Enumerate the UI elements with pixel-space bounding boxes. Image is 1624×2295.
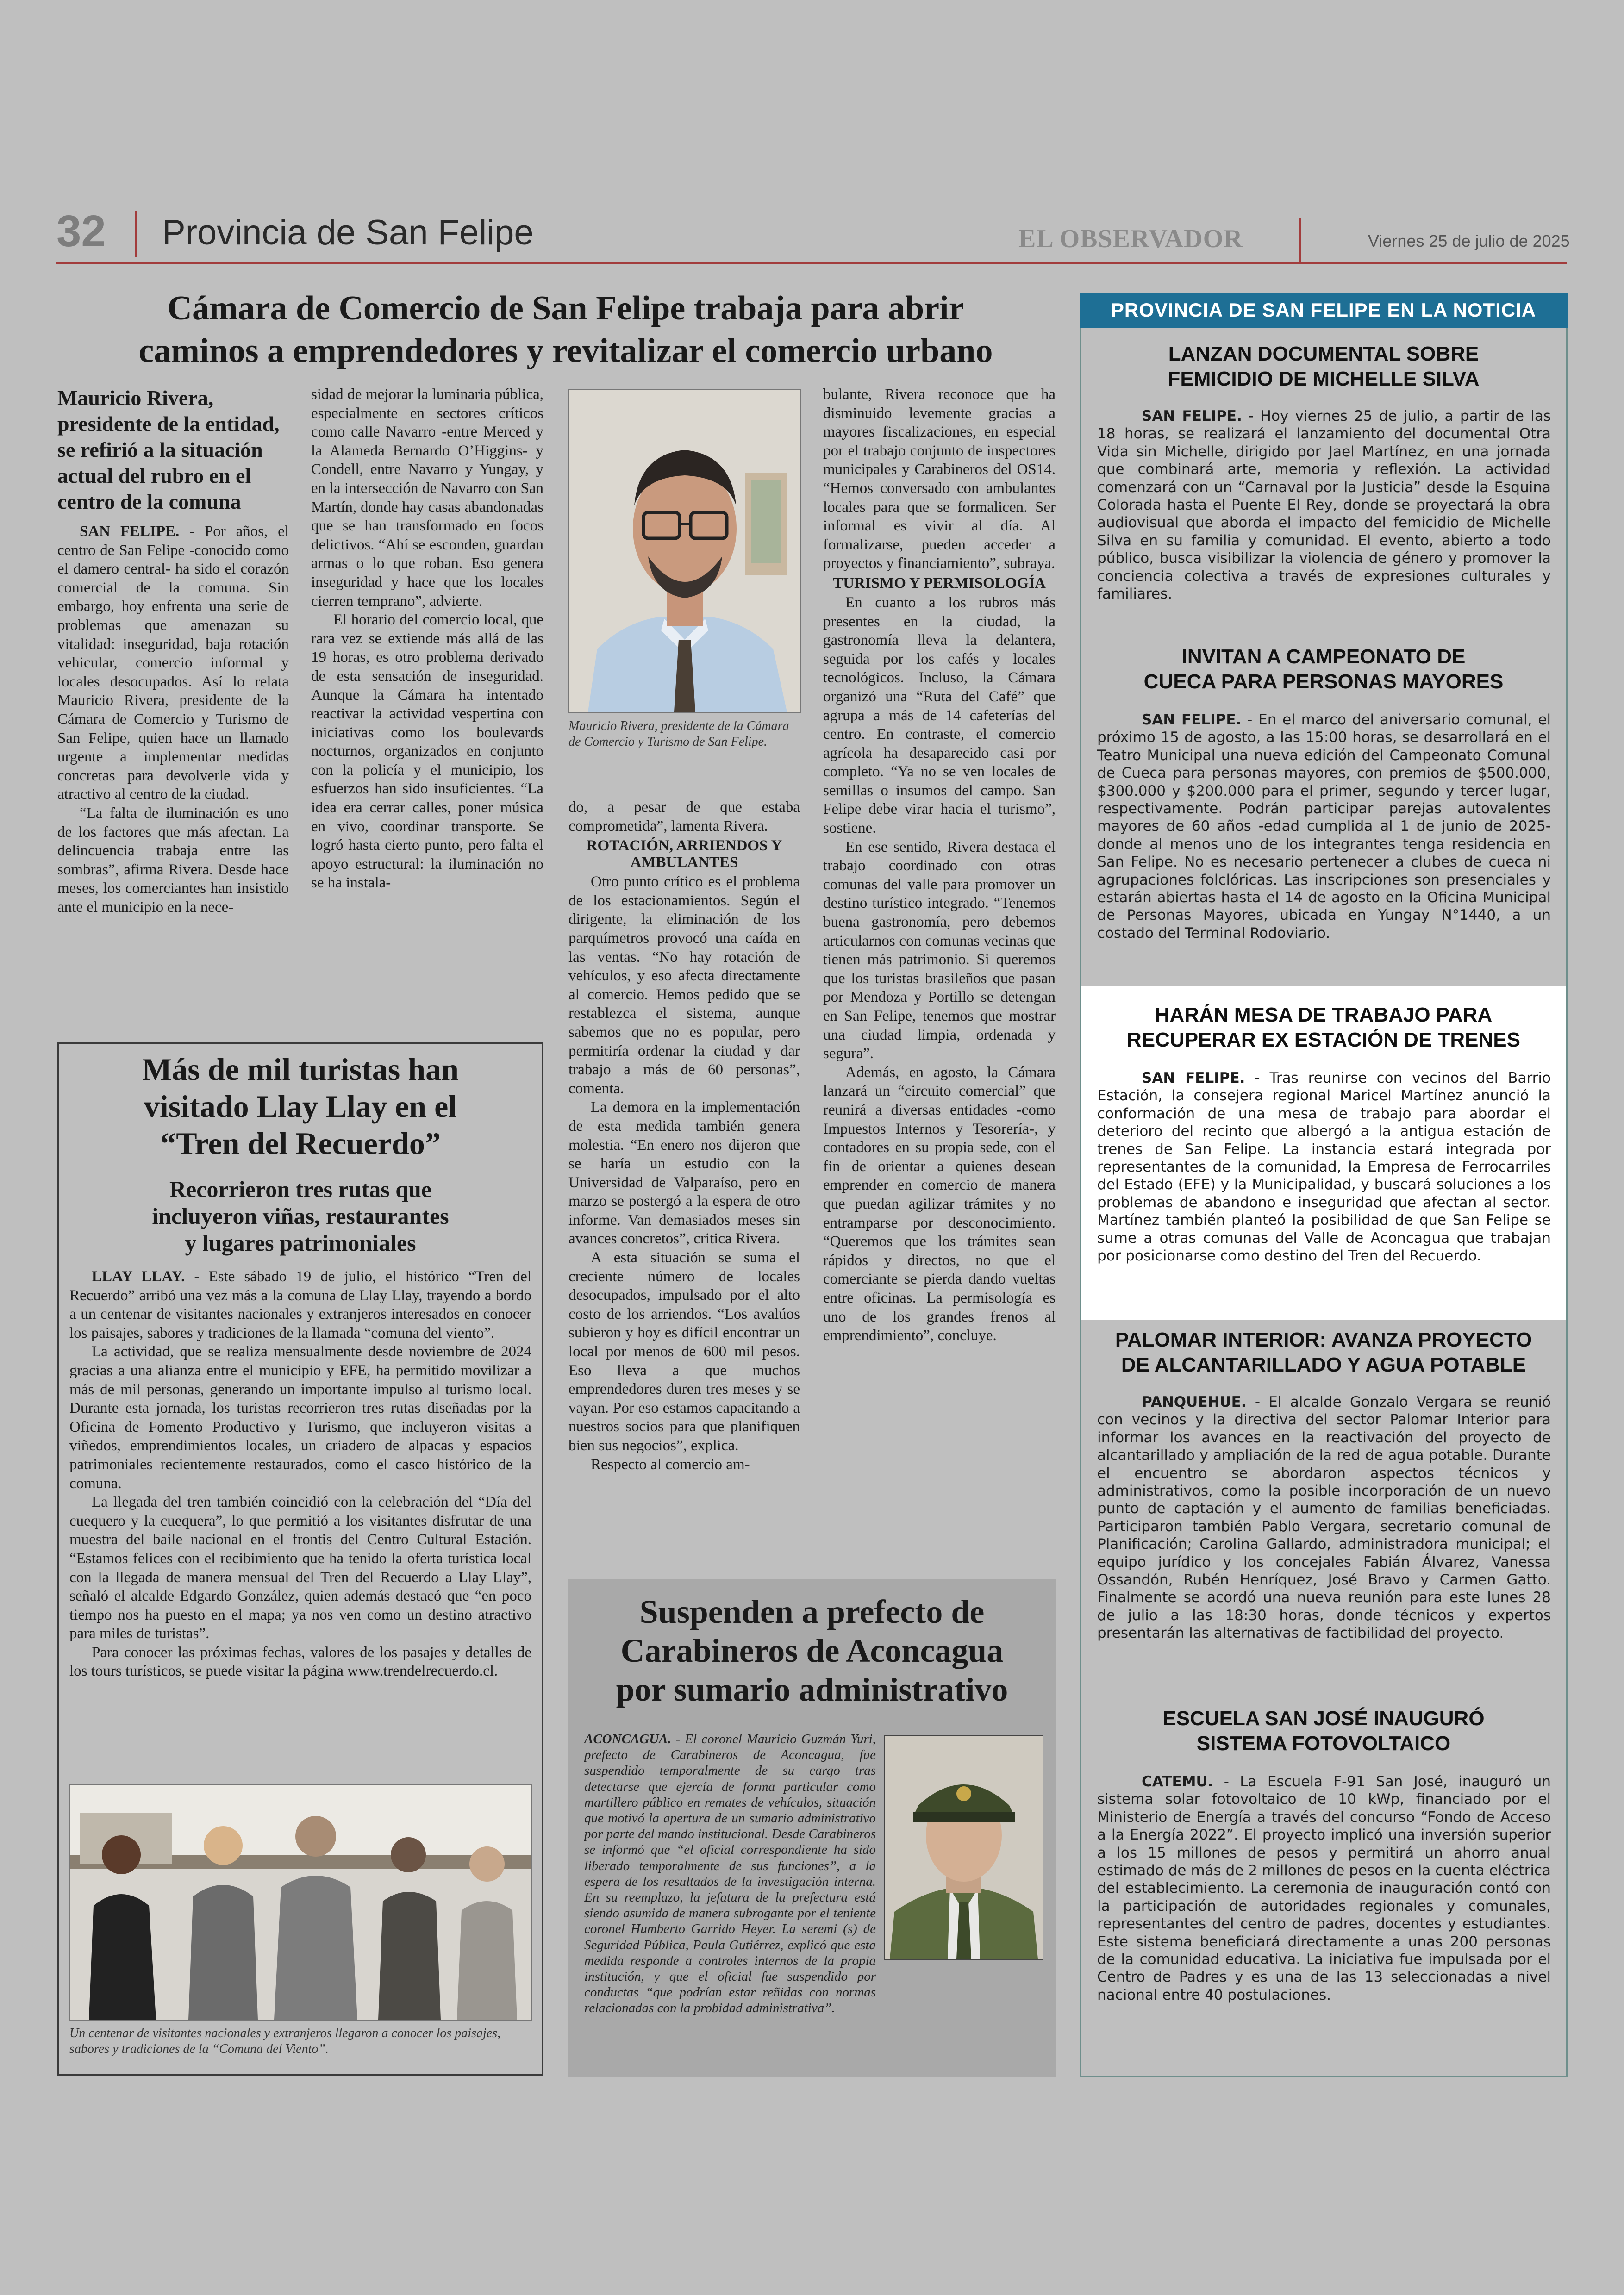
llay-headline-line2: visitado Llay Llay en el bbox=[144, 1089, 457, 1124]
main-article-paragraph: bulante, Rivera reconoce que ha disminuido levemente gracias a mayores fiscalizaciones, en especial por el trabajo conjunto de inspectores municipales y Carabineros del OS14. “Hemos conversado con ambulantes locales para que se formalicen. Ser informal es vivir al día. Al formalizarse, pueden acceder a proyectos y financiamiento”, subraya. bbox=[823, 386, 1056, 572]
llay-sub-line1: Recorrieron tres rutas que bbox=[169, 1176, 432, 1202]
tourists-crowd-illustration bbox=[70, 1785, 531, 2020]
llay-llay-subheadline bbox=[65, 1176, 536, 1256]
llay-llay-body bbox=[69, 1267, 531, 1777]
main-article-column-2 bbox=[311, 385, 543, 1033]
carabineros-headline bbox=[574, 1592, 1050, 1709]
subhead-rotacion: ROTACIÓN, ARRIENDOS Y AMBULANTES bbox=[586, 837, 782, 871]
section-title: Provincia de San Felipe bbox=[162, 213, 534, 252]
rivera-photo-caption: Mauricio Rivera, presidente de la Cámara de Comercio y Turismo de San Felipe. bbox=[568, 719, 789, 749]
prefect-photo bbox=[884, 1735, 1043, 1960]
news-item-body bbox=[1097, 1773, 1551, 2004]
news-item-dateline: SAN FELIPE. bbox=[1142, 408, 1242, 424]
news-item-text: - Tras reunirse con vecinos del Barrio Estación, la consejera regional Maricel Martínez anunció la conformación de una mesa de trabajo para abordar el deterioro del recinto que albergó a la antigua estación de trenes de San Felipe. La instancia estará integrada por representantes de la comunidad, la Empresa de Ferrocarriles del Estado (EFE) y la Municipalidad, y buscará soluciones a los problemas de abandono e inseguridad que afectan al sector. Martínez también planteó la posibilidad de que San Felipe se sume a otras comunas del Valle de Aconcagua que trabajan por posicionarse como destino del Tren del Recuerdo. bbox=[1097, 1070, 1551, 1265]
main-article-dateline: SAN FELIPE. bbox=[80, 523, 180, 540]
news-item-text: - El alcalde Gonzalo Vergara se reunió con vecinos y la directiva del sector Palomar Interior para informar los avances en la reactivación del proyecto de alcantarillado y ampliación de la red de agua potable. Durante el encuentro se abordaron aspectos técnicos y administrativos, como la posible incorporación de un nuevo punto de captación y el aumento de familias beneficiadas. Participaron también Pablo Vergara, secretario comunal de Planificación; Carolina Gallardo, administradora municipal; el equipo jurídico y los concejales Fabián Álvarez, Vanessa Ossandón, Rubén Henríquez, José Bravo y Carmen Gatto. Finalmente se acordó una nueva reunión para este lunes 28 de julio a las 18:30 horas, donde técnicos y expertos presentarán las alternativas de factibilidad del proyecto. bbox=[1097, 1394, 1551, 1642]
news-item-title-line1: HARÁN MESA DE TRABAJO PARA bbox=[1155, 1004, 1493, 1026]
llay-llay-tourists-photo bbox=[69, 1784, 532, 2021]
main-article-paragraph: Otro punto crítico es el problema de los estacionamientos. Según el dirigente, la eliminación de los parquímetros provocó una caída en las ventas. “No hay rotación de vehículos, y eso afecta directamente al comercio. Hemos pedido que se restablezca el sistema, aunque sabemos que no es popular, pero permitiría ordenar la ciudad y dar trabajo a más de 60 personas”, comenta. bbox=[568, 873, 800, 1097]
main-article-column-1 bbox=[57, 385, 289, 1033]
issue-date: Viernes 25 de julio de 2025 bbox=[1368, 231, 1570, 250]
main-article-paragraph: Respecto al comercio am- bbox=[591, 1456, 750, 1473]
news-item-title-line2: RECUPERAR EX ESTACIÓN DE TRENES bbox=[1127, 1029, 1520, 1051]
main-article-paragraph: La demora en la implementación de esta medida también genera molestia. “En enero nos dijeron que se haría un estudio con la Universidad de Valparaíso, pero en marzo se postergó a la espera de otro informe. Van demasiados meses sin avances concretos”, critica Rivera. bbox=[568, 1099, 800, 1247]
news-item-text: - La Escuela F-91 San José, inauguró un sistema solar fotovoltaico de 10 kWp, financiado por el Ministerio de Energía a través del concurso “Fondo de Acceso a la Energía 2022”. El proyecto implicó una inversión superior a los 15 millones de pesos y permitirá un ahorro anual estimado de más de 2 millones de pesos en la cuenta eléctrica del establecimiento. La ceremonia de inauguración contó con la participación de autoridades regionales y comunales, representantes del centro de padres, docentes y estudiantes. Este sistema beneficiará directamente a unas 200 personas de la comunidad educativa. La iniciativa fue impulsada por el Centro de Padres y es una de las 13 seleccionadas a nivel nacional entre 40 postulaciones. bbox=[1097, 1773, 1551, 2003]
llay-paragraph: La llegada del tren también coincidió con la celebración del “Día del cuequero y la cuequera”, lo que permitió a los visitantes disfrutar de una muestra del baile nacional en el frontis del Centro Cultural Estación. “Estamos felices con el recibimiento que ha tenido la oferta turística local con la llegada de manera mensual del Tren del Recuerdo a Llay Llay”, señaló el alcalde Edgardo González, quien además destacó que “en poco tiempo nos ha puesto en el mapa; ya nos ven como un destino atractivo para miles de turistas”. bbox=[69, 1494, 531, 1642]
news-item-title-line2: FEMICIDIO DE MICHELLE SILVA bbox=[1168, 368, 1480, 390]
carab-dateline: ACONCAGUA. - bbox=[584, 1732, 681, 1746]
header-divider-right bbox=[1299, 218, 1301, 262]
news-item-body bbox=[1097, 1069, 1551, 1265]
news-item-title bbox=[1083, 644, 1564, 694]
news-item-title bbox=[1083, 1328, 1564, 1378]
llay-dateline: LLAY LLAY. bbox=[92, 1268, 185, 1285]
carab-headline-line1: Suspenden a prefecto de bbox=[639, 1593, 985, 1630]
carab-text: El coronel Mauricio Guzmán Yuri, prefecto de Carabineros de Aconcagua, fue suspendido temporalmente de su cargo tras detectarse que ejercía de forma particular como martillero público en remates de vehículos, situación que motivó la apertura de un sumario administrativo por parte del mando institucional. Desde Carabineros se informó que “el oficial correspondiente ha sido liberado temporalmente de sus funciones”, a la espera de los resultados de la investigación interna. En su reemplazo, la jefatura de la prefectura está siendo asumida de manera subrogante por el teniente coronel Humberto Garrido Heyer. La seremi (s) de Seguridad Pública, Paula Gutiérrez, explicó que esta medida responde a controles internos de la propia institución, y que el oficial fue suspendido por conductas “que podrían estar reñidas con normas relacionadas con la probidad administrativa”. bbox=[584, 1732, 876, 2016]
news-item-title-line2: DE ALCANTARILLADO Y AGUA POTABLE bbox=[1121, 1353, 1526, 1376]
news-item-dateline: CATEMU. bbox=[1142, 1773, 1213, 1790]
news-item-title-line2: SISTEMA FOTOVOLTAICO bbox=[1196, 1732, 1451, 1755]
rivera-portrait-illustration bbox=[569, 390, 800, 712]
header-divider bbox=[135, 211, 137, 257]
masthead: EL OBSERVADOR bbox=[1018, 225, 1243, 253]
carabineros-body bbox=[584, 1731, 876, 2064]
news-item-text: - Hoy viernes 25 de julio, a partir de las 18 horas, se realizará el lanzamiento del documental Otra Vida sin Michelle, dirigido por Jael Martínez, en una jornada que combinará arte, memoria y reflexión. La actividad comenzará con un “Carnaval por la Justicia” desde la Esquina Colorada hasta el Puente El Rey, donde se proyectará la obra audiovisual que aborda el impacto del femicidio de Michelle Silva en su familia y comunidad. El evento, abierto a todo público, busca visibilizar la violencia de género y promover la conciencia colectiva a través de expresiones culturales y familiares. bbox=[1097, 408, 1551, 603]
main-headline-line2: caminos a emprendedores y revitalizar el comercio urbano bbox=[138, 332, 993, 370]
news-item-body bbox=[1097, 1393, 1551, 1642]
main-article-paragraph: do, a pesar de que estaba comprometida”, lamenta Rivera. bbox=[568, 799, 800, 835]
llay-paragraph: Para conocer las próximas fechas, valores de los pasajes y detalles de los tours turísticos, se puede visitar la página www.trendelrecuerdo.cl. bbox=[69, 1644, 531, 1680]
main-article-paragraph: En cuanto a los rubros más presentes en la ciudad, la gastronomía lleva la delantera, seguida por los cafés y locales tecnológicos. Incluso, la Cámara organizó una “Ruta del Café” que agrupa a más de 14 cafeterías del centro. En contraste, el comercio agrícola ha desaparecido casi por completo. “Ya no se ven locales de semillas o insumos del campo. San Felipe debe virar hacia el turismo”, sostiene. bbox=[823, 594, 1056, 837]
main-article-column-4 bbox=[823, 385, 1056, 1561]
main-headline-line1: Cámara de Comercio de San Felipe trabaja para abrir bbox=[167, 289, 964, 327]
news-item-dateline: PANQUEHUE. bbox=[1142, 1394, 1247, 1410]
news-item-body bbox=[1097, 407, 1551, 603]
main-article-paragraph: En ese sentido, Rivera destaca el trabajo coordinado con otras comunas del valle para promover un destino turístico integrado. “Tenemos buena gastronomía, pero debemos articularnos con comunas vecinas que tienen más patrimonio. Si queremos que los turistas brasileños que pasan por Mendoza y Portillo se detengan en San Felipe, tenemos que mostrar una ciudad limpia, ordenada y segura”. bbox=[823, 838, 1056, 1062]
news-item-title-line2: CUECA PARA PERSONAS MAYORES bbox=[1143, 670, 1504, 693]
llay-headline-line1: Más de mil turistas han bbox=[142, 1052, 459, 1087]
carab-headline-line3: por sumario administrativo bbox=[616, 1671, 1008, 1708]
main-article-paragraph: sidad de mejorar la luminaria pública, especialmente en sectores críticos como calle Navarro -entre Merced y la Alameda Bernardo O’Higgins- y Condell, entre Navarro y Yungay, y en la intersección de Navarro con San Martín, donde hay casas abandonadas que se han transformado en focos delictivos. “Ahí se esconden, guardan armas o lo que roban. Eso genera inseguridad y hace que los locales cierren temprano”, advierte. bbox=[311, 386, 543, 610]
news-item-title bbox=[1083, 342, 1564, 392]
llay-sub-line2: incluyeron viñas, restaurantes bbox=[152, 1203, 449, 1229]
llay-text: - Este sábado 19 de julio, el histórico “Tren del Recuerdo” arribó una vez más a la comuna de Llay Llay, trayendo a bordo a un centenar de visitantes nacionales y extranjeros interesados en conocer los paisajes, sabores y tradiciones de la llamada “comuna del viento”. bbox=[69, 1268, 531, 1341]
llay-sub-line3: y lugares patrimoniales bbox=[185, 1230, 416, 1256]
main-article-paragraph: El horario del comercio local, que rara vez se extiende más allá de las 19 horas, es otro problema derivado de esta sensación de inseguridad. Aunque la Cámara ha intentado reactivar la actividad vespertina con iniciativas como los boulevards nocturnos, organizados en conjunto con la policía y el municipio, los esfuerzos han sido insuficientes. “La idea era cerrar calles, poner música en vivo, coordinar transporte. Se logró hasta cierto punto, pero falta el apoyo estructural: la iluminación no se ha instala- bbox=[311, 611, 543, 892]
main-article-paragraph: Además, en agosto, la Cámara lanzará un “circuito comercial” que reunirá a diversas entidades -como Impuestos Internos y Tesorería-, y contadores en su propia sede, con el fin de orientar a quienes desean emprender en comercio de manera que puedan agilizar trámites y no entramparse por desconocimiento. “Queremos que los trámites sean rápidos y directos, no que el comerciante se pierda dando vueltas entre oficinas. La permisología es uno de los grandes frenos al emprendimiento”, concluye. bbox=[823, 1064, 1056, 1344]
news-item-title bbox=[1083, 1706, 1564, 1756]
main-article-deck: Mauricio Rivera, presidente de la entidad, se refirió a la situación actual del rubro en el centro de la comuna bbox=[57, 386, 280, 513]
llay-llay-headline bbox=[65, 1051, 536, 1162]
news-item-title bbox=[1083, 1003, 1564, 1053]
main-article-paragraph: A esta situación se suma el creciente número de locales desocupados, impulsado por el alto costo de los arriendos. “Los avalúos subieron y hoy es difícil encontrar un local por menos de 600 mil pesos. Eso lleva a que muchos emprendedores duren tres meses y se vayan. Por eso estamos capacitando a nuestros socios para que planifiquen bien sus negocios”, explica. bbox=[568, 1249, 800, 1454]
rivera-photo bbox=[568, 389, 801, 713]
llay-paragraph: La actividad, que se realiza mensualmente desde noviembre de 2024 gracias a una alianza entre el municipio y EFE, ha permitido movilizar a más de mil personas, generando un importante impulso al turismo local. Durante esta jornada, los turistas recorrieron tres rutas diseñadas por la Oficina de Fomento Productivo y Turismo, que incluyeron visitas a viñedos, emprendimientos locales, un criadero de alpacas y espacios patrimoniales recientemente restaurados, como el casco histórico de la comuna. bbox=[69, 1343, 531, 1492]
main-headline bbox=[56, 287, 1075, 372]
subhead-turismo: TURISMO Y PERMISOLOGÍA bbox=[833, 574, 1046, 592]
llay-headline-line3: “Tren del Recuerdo” bbox=[160, 1126, 441, 1161]
news-item-title-line1: ESCUELA SAN JOSÉ INAUGURÓ bbox=[1162, 1707, 1485, 1730]
news-item-body bbox=[1097, 711, 1551, 942]
news-item-title-line1: LANZAN DOCUMENTAL SOBRE bbox=[1168, 343, 1479, 365]
page-number: 32 bbox=[56, 206, 106, 256]
carab-headline-line2: Carabineros de Aconcagua bbox=[620, 1632, 1004, 1669]
prefect-portrait-illustration bbox=[885, 1736, 1043, 1959]
main-article-column-3 bbox=[568, 792, 800, 1560]
llay-photo-caption: Un centenar de visitantes nacionales y extranjeros llegaron a conocer los paisajes, sabores y tradiciones de la “Comuna del Viento”. bbox=[69, 2026, 501, 2056]
news-item-dateline: SAN FELIPE. bbox=[1142, 1070, 1245, 1086]
main-article-paragraph: “La falta de iluminación es uno de los factores que más afectan. La delincuencia trabaja entre las sombras”, afirma Rivera. Desde hace meses, los comerciantes han insistido ante el municipio en la nece- bbox=[57, 804, 289, 916]
news-item-title-line1: PALOMAR INTERIOR: AVANZA PROYECTO bbox=[1115, 1328, 1532, 1351]
news-item-text: - En el marco del aniversario comunal, el próximo 15 de agosto, a las 15:00 horas, se desarrollará en el Teatro Municipal una nueva edición del Campeonato Comunal de Cueca para personas mayores, con premios de $500.000, $300.000 y $200.000 para el primer, segundo y tercer lugar, respectivamente. Podrán participar parejas autovalentes mayores de 60 años -edad cumplida al 1 de junio de 2025- donde al menos uno de los integrantes tenga residencia en San Felipe. No es necesario pertenecer a clubes de cueca ni agrupaciones folclóricas. Las inscripciones son presenciales y estarán abiertas hasta el 14 de agosto en la Oficina Municipal de Personas Mayores, ubicada en Yungay N°1440, a un costado del Terminal Rodoviario. bbox=[1097, 711, 1551, 942]
header-rule bbox=[56, 262, 1567, 264]
main-article-text: - Por años, el centro de San Felipe -conocido como el damero central- ha sido el corazón comercial de la comuna. Sin embargo, hoy enfrenta una serie de problemas que amenazan su vitalidad: inseguridad, baja rotación vehicular, comercio informal y locales desocupados. Así lo relata Mauricio Rivera, presidente de la Cámara de Comercio y Turismo de San Felipe, quien hace un llamado urgente a implementar medidas concretas para devolverle vida y atractivo al centro de la ciudad. bbox=[57, 523, 289, 803]
news-item-title-line1: INVITAN A CAMPEONATO DE bbox=[1181, 645, 1466, 668]
news-item-dateline: SAN FELIPE. bbox=[1142, 711, 1242, 728]
right-column-banner: PROVINCIA DE SAN FELIPE EN LA NOTICIA bbox=[1080, 293, 1568, 328]
